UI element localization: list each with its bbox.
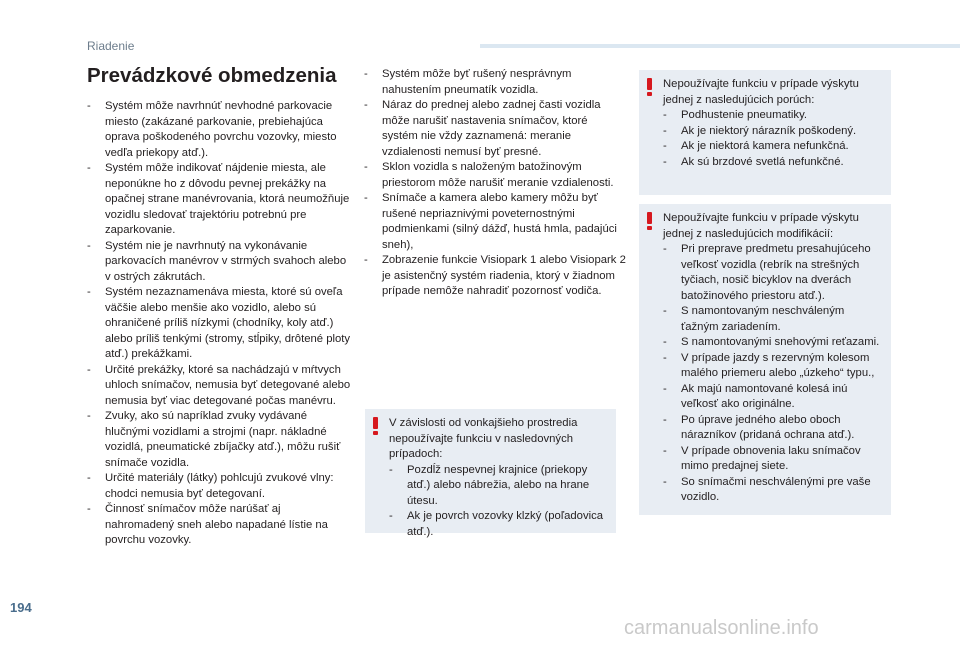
list-item: - Náraz do prednej alebo zadnej časti vozidla môže narušiť nastavenia snímačov, ktoré systém nie vždy zaznamená: meranie vzdialenosti nemusí byť presné. [364, 98, 626, 160]
list-item: - Zobrazenie funkcie Visiopark 1 alebo Visiopark 2 je asistenčný systém riadenia, ktorý v žiadnom prípade nemôže nahradiť pozornosť vodiča. [364, 253, 626, 300]
list-item: - V prípade jazdy s rezervným kolesom malého priemeru alebo „úzkeho“ typu., [663, 351, 883, 382]
page-number: 194 [10, 600, 32, 615]
column-left [87, 99, 352, 549]
warning-list [663, 242, 883, 506]
page-title: Prevádzkové obmedzenia [87, 64, 337, 87]
list-item: - Po úprave jedného alebo oboch nárazníkov (pridaná ochrana atď.). [663, 413, 883, 444]
warning-list [663, 108, 883, 170]
warning-box-environment [365, 409, 616, 538]
warning-box-modifications [639, 204, 891, 515]
warning-list [389, 463, 608, 541]
exclamation-warning-icon [647, 78, 653, 96]
list-item: - Ak sú brzdové svetlá nefunkčné. [663, 155, 883, 171]
limitations-list [87, 99, 352, 549]
list-item: - Snímače a kamera alebo kamery môžu byť rušené nepriaznivými poveternostnými podmienkami (silný dážď, hustá hmla, padajúci sneh), [364, 191, 626, 253]
list-item: - Ak majú namontované kolesá inú veľkosť ako originálne. [663, 382, 883, 413]
list-item: - Ak je povrch vozovky klzký (poľadovica atď.). [389, 509, 608, 540]
list-item: - Pozdĺž nespevnej krajnice (priekopy atď.) alebo nábrežia, alebo na hrane útesu. [389, 463, 608, 510]
list-item: - V prípade obnovenia laku snímačov mimo predajnej siete. [663, 444, 883, 475]
list-item: - Sklon vozidla s naloženým batožinovým priestorom môže narušiť meranie vzdialenosti. [364, 160, 626, 191]
list-item: - Systém môže byť rušený nesprávnym nahustením pneumatík vozidla. [364, 67, 626, 98]
watermark: carmanualsonline.info [624, 617, 819, 639]
list-item: - Systém nie je navrhnutý na vykonávanie parkovacích manévrov v strmých svahoch alebo v ostrých zákrutách. [87, 239, 352, 286]
list-item: - Pri preprave predmetu presahujúceho veľkosť vozidla (rebrík na strešných tyčiach, nosič bicyklov na dverách batožinového priestoru atď.). [663, 242, 883, 304]
list-item: - Ak je niektorá kamera nefunkčná. [663, 139, 883, 155]
list-item: - Podhustenie pneumatiky. [663, 108, 883, 124]
list-item: - Systém môže indikovať nájdenie miesta, ale neponúkne ho z dôvodu pevnej prekážky na opačnej strane manévrovania, ktorá neumožňuje vozidlu sledovať trajektóriu potrebnú pre zaparkovanie. [87, 161, 352, 239]
list-item: - Systém nezaznamenáva miesta, ktoré sú oveľa väčšie alebo menšie ako vozidlo, alebo sú ohraničené príliš nízkymi (chodníky, koly atď.) alebo príliš tenkými (stromy, stĺpiky, drôtené ploty atď.) prekážkami. [87, 285, 352, 363]
list-item: - Ak je niektorý nárazník poškodený. [663, 124, 883, 140]
exclamation-warning-icon [647, 212, 653, 230]
list-item: - So snímačmi neschválenými pre vaše vozidlo. [663, 475, 883, 506]
warning-intro: Nepoužívajte funkciu v prípade výskytu jednej z nasledujúcich porúch: [663, 78, 859, 106]
list-item: - S namontovanými snehovými reťazami. [663, 335, 883, 351]
warning-box-faults [639, 70, 891, 195]
limitations-list-continued [364, 67, 626, 300]
list-item: - Systém môže navrhnúť nevhodné parkovacie miesto (zakázané parkovanie, prebiehajúca oprava poškodeného povrchu vozovky, miesto vedľa priekopy atď.). [87, 99, 352, 161]
list-item: - Určité materiály (látky) pohlcujú zvukové vlny: chodci nemusia byť detegovaní. [87, 471, 352, 502]
exclamation-warning-icon [373, 417, 379, 435]
warning-intro: V závislosti od vonkajšieho prostredia nepoužívajte funkciu v nasledovných prípadoch: [389, 417, 578, 460]
column-middle [364, 67, 626, 300]
header-bar [480, 44, 960, 48]
list-item: - Určité prekážky, ktoré sa nachádzajú v mŕtvych uhloch snímačov, nemusia byť detegované alebo nemusia byť viac detegované počas manévru. [87, 363, 352, 410]
list-item: - Zvuky, ako sú napríklad zvuky vydávané hlučnými vozidlami a strojmi (napr. nákladné vozidlá, pneumatické zbíjačky atď.), môžu rušiť snímače vozidla. [87, 409, 352, 471]
warning-intro: Nepoužívajte funkciu v prípade výskytu jednej z nasledujúcich modifikácií: [663, 212, 859, 240]
list-item: - S namontovaným neschváleným ťažným zariadením. [663, 304, 883, 335]
list-item: - Činnosť snímačov môže narúšať aj nahromadený sneh alebo napadané lístie na povrchu vozovky. [87, 502, 352, 549]
section-header: Riadenie [87, 39, 135, 53]
